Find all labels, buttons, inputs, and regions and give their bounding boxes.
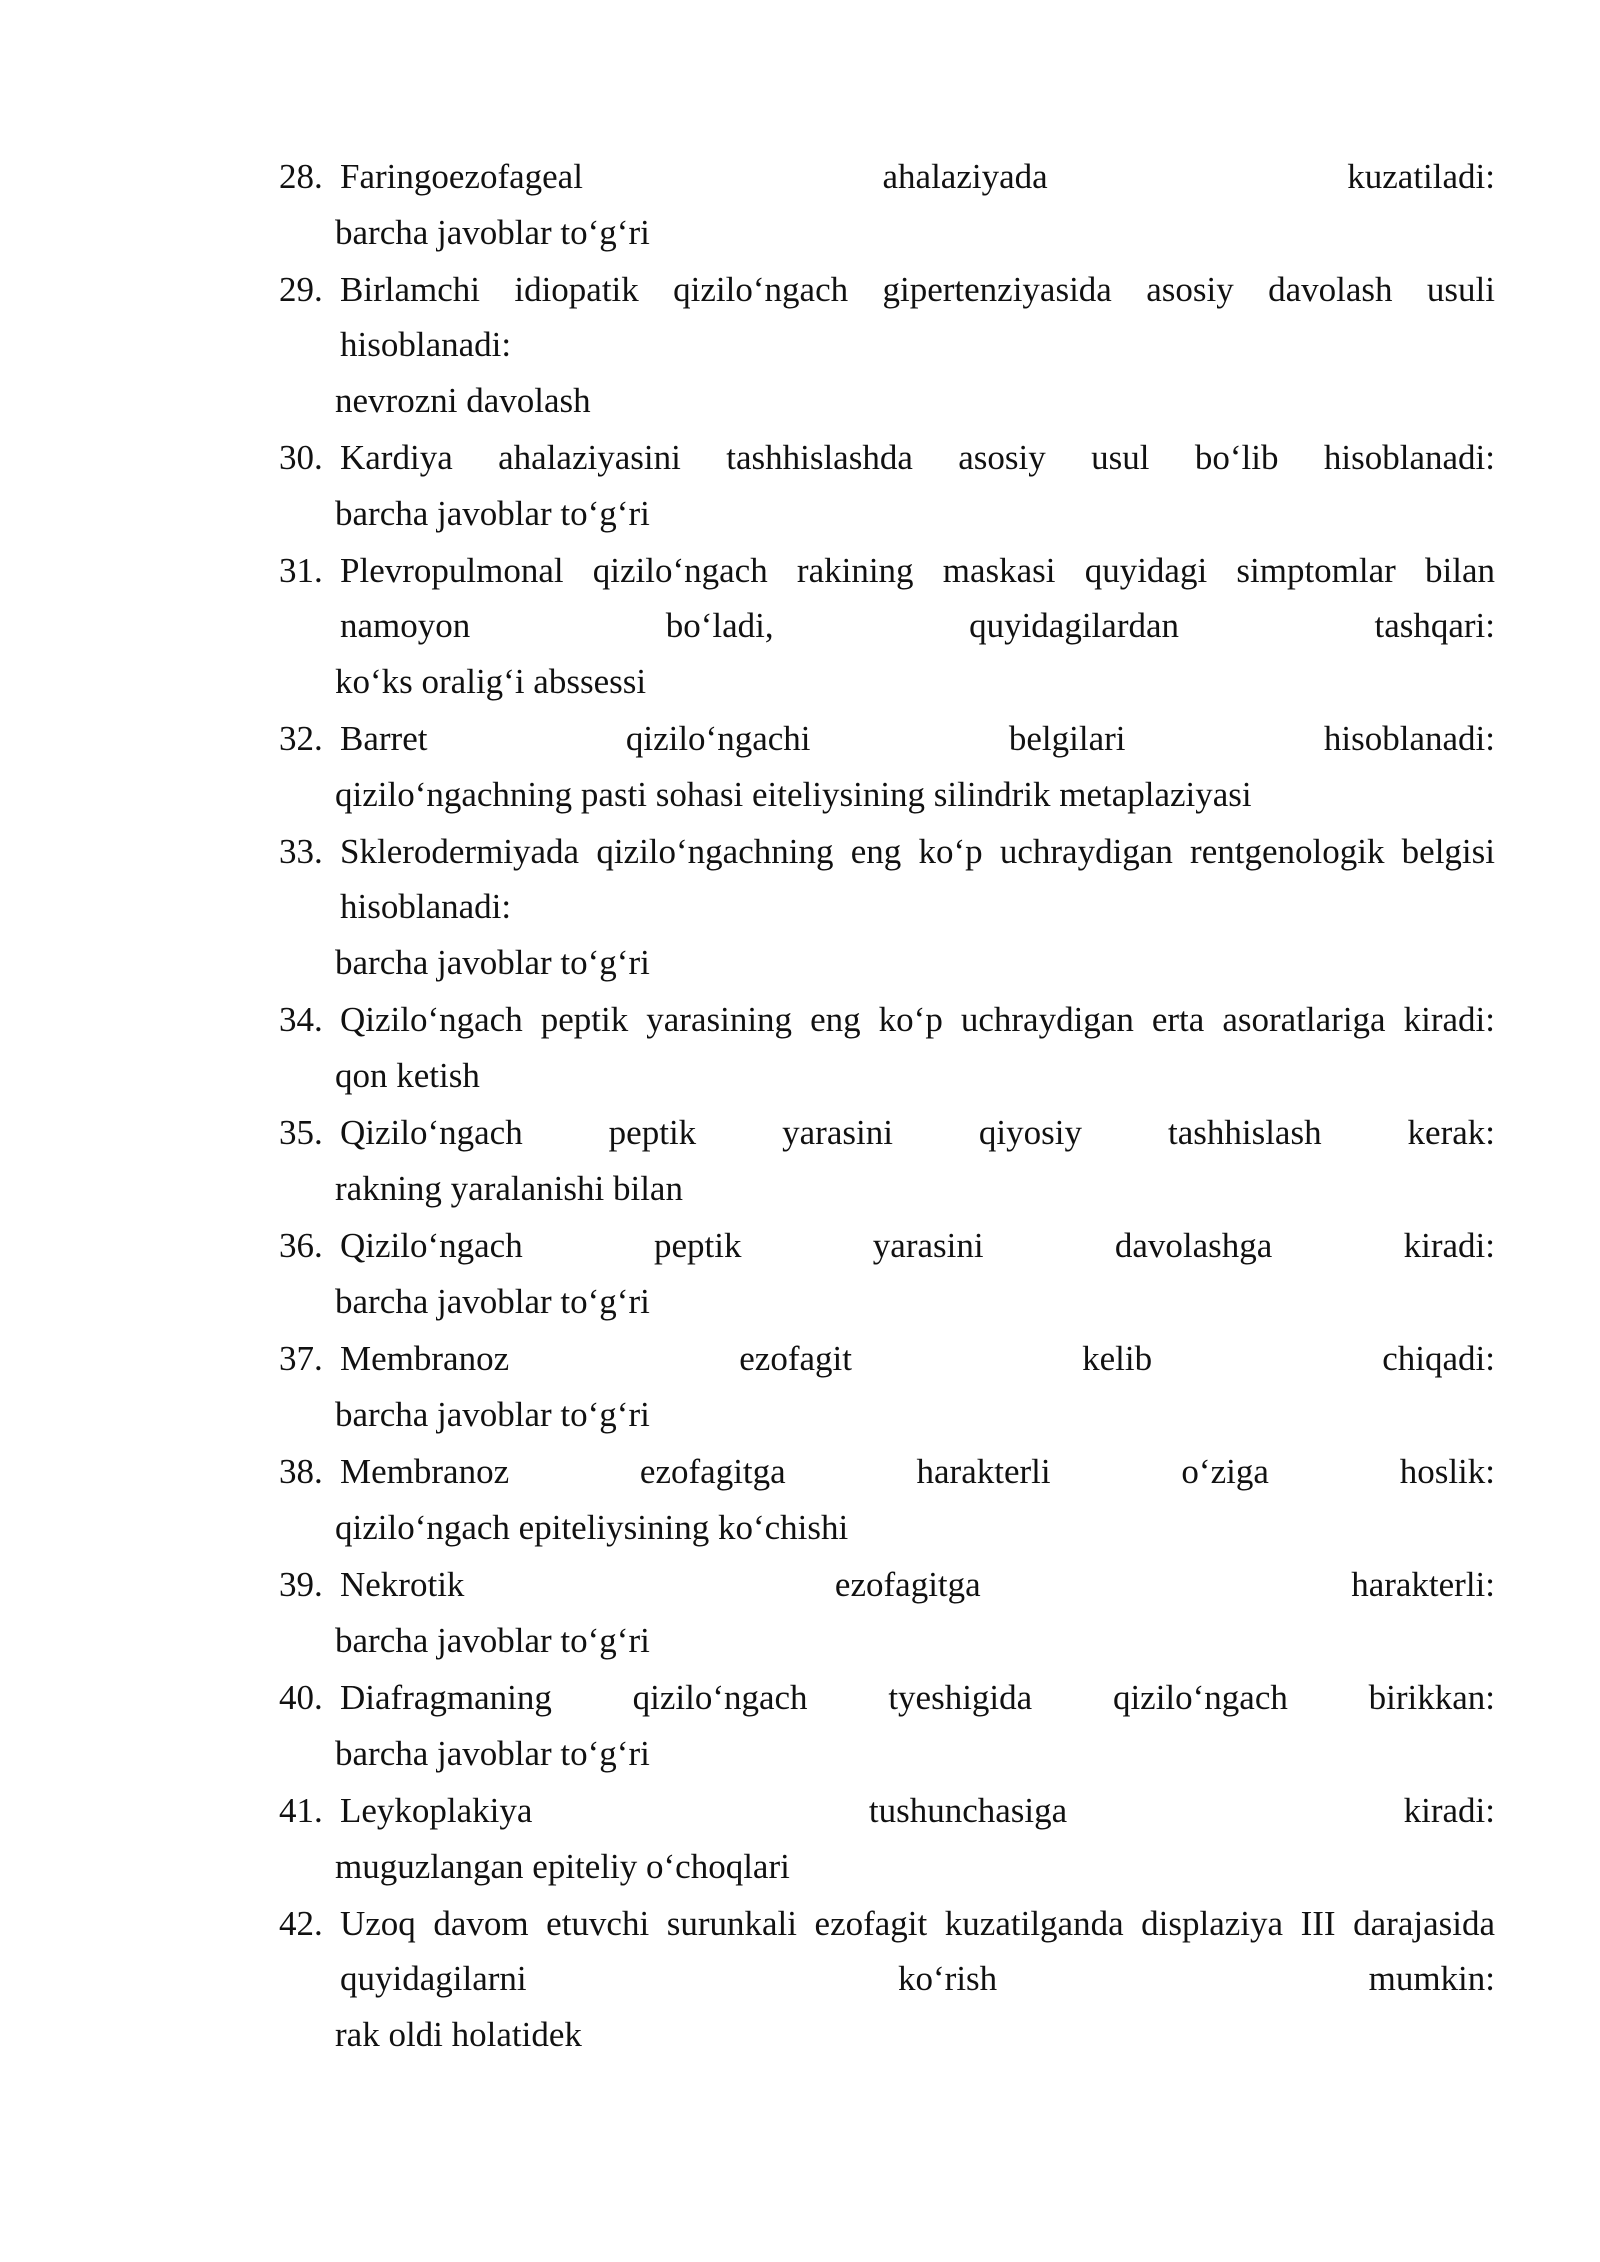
answer-line [279, 1048, 1495, 1105]
answer-text: qon ketish [335, 1056, 480, 1095]
answer-line [279, 373, 1495, 430]
answer-text: barcha javoblar to‘g‘ri [335, 213, 650, 252]
answer-line [279, 767, 1495, 824]
answer-text: rak oldi holatidek [335, 2015, 582, 2054]
question-number: 39. [279, 1565, 323, 1604]
question-number: 33. [279, 832, 323, 871]
answer-text: barcha javoblar to‘g‘ri [335, 494, 650, 533]
question-number: 28. [279, 157, 323, 196]
question-line [279, 149, 1495, 204]
question-text: Qizilo‘ngach peptik yarasini davolashga kiradi: [340, 1226, 1495, 1265]
question-line [279, 1896, 1495, 2006]
question-item [279, 1670, 1495, 1783]
answer-line [279, 654, 1495, 711]
answer-line [279, 205, 1495, 262]
question-line [279, 543, 1495, 653]
question-line [279, 1557, 1495, 1612]
answer-text: barcha javoblar to‘g‘ri [335, 1395, 650, 1434]
question-number: 34. [279, 1000, 323, 1039]
question-line [279, 992, 1495, 1047]
question-line [279, 1105, 1495, 1160]
answer-text: barcha javoblar to‘g‘ri [335, 1282, 650, 1321]
answer-line [279, 1726, 1495, 1783]
question-number: 36. [279, 1226, 323, 1265]
question-text: Sklerodermiyada qizilo‘ngachning eng ko‘p uchraydigan rentgenologik belgisi hisoblanadi: [340, 832, 1495, 926]
question-text: Qizilo‘ngach peptik yarasining eng ko‘p uchraydigan erta asoratlariga kiradi: [340, 1000, 1495, 1039]
question-number: 42. [279, 1904, 323, 1943]
question-number: 32. [279, 719, 323, 758]
answer-text: qizilo‘ngach epiteliysining ko‘chishi [335, 1508, 849, 1547]
question-number: 41. [279, 1791, 323, 1830]
question-line [279, 1331, 1495, 1386]
answer-text: nevrozni davolash [335, 381, 591, 420]
question-text: Kardiya ahalaziyasini tashhislashda asosiy usul bo‘lib hisoblanadi: [340, 438, 1495, 477]
question-text: Nekrotik ezofagitga harakterli: [340, 1565, 1495, 1604]
question-text: Birlamchi idiopatik qizilo‘ngach gipertenziyasida asosiy davolash usuli hisoblanadi: [340, 270, 1495, 364]
answer-text: barcha javoblar to‘g‘ri [335, 943, 650, 982]
answer-line [279, 1613, 1495, 1670]
answer-line [279, 935, 1495, 992]
question-number: 38. [279, 1452, 323, 1491]
question-number: 37. [279, 1339, 323, 1378]
answer-line [279, 2007, 1495, 2064]
question-line [279, 1783, 1495, 1838]
answer-text: ko‘ks oralig‘i abssessi [335, 662, 647, 701]
question-text: Uzoq davom etuvchi surunkali ezofagit kuzatilganda displaziya III darajasida quyidagilarni ko‘rish mumkin: [340, 1904, 1495, 1998]
question-item [279, 824, 1495, 992]
question-line [279, 824, 1495, 934]
question-item [279, 1331, 1495, 1444]
question-line [279, 262, 1495, 372]
question-text: Plevropulmonal qizilo‘ngach rakining maskasi quyidagi simptomlar bilan namoyon bo‘ladi, quyidagilardan tashqari: [340, 551, 1495, 645]
question-text: Faringoezofageal ahalaziyada kuzatiladi: [340, 157, 1495, 196]
question-line [279, 711, 1495, 766]
question-item [279, 1783, 1495, 1896]
question-item [279, 1444, 1495, 1557]
question-number: 35. [279, 1113, 323, 1152]
question-list [279, 149, 1495, 2064]
question-number: 30. [279, 438, 323, 477]
question-item [279, 711, 1495, 824]
answer-text: barcha javoblar to‘g‘ri [335, 1621, 650, 1660]
question-line [279, 1670, 1495, 1725]
question-text: Membranoz ezofagit kelib chiqadi: [340, 1339, 1495, 1378]
question-item [279, 1557, 1495, 1670]
question-item [279, 1105, 1495, 1218]
answer-line [279, 1839, 1495, 1896]
answer-line [279, 1387, 1495, 1444]
answer-line [279, 1500, 1495, 1557]
question-item [279, 262, 1495, 430]
question-number: 29. [279, 270, 323, 309]
question-line [279, 1444, 1495, 1499]
question-number: 40. [279, 1678, 323, 1717]
question-text: Leykoplakiya tushunchasiga kiradi: [340, 1791, 1495, 1830]
question-item [279, 543, 1495, 711]
question-item [279, 1218, 1495, 1331]
question-item [279, 430, 1495, 543]
question-text: Qizilo‘ngach peptik yarasini qiyosiy tashhislash kerak: [340, 1113, 1495, 1152]
question-line [279, 430, 1495, 485]
answer-line [279, 486, 1495, 543]
answer-text: qizilo‘ngachning pasti sohasi eiteliysining silindrik metaplaziyasi [335, 775, 1252, 814]
answer-line [279, 1274, 1495, 1331]
answer-line [279, 1161, 1495, 1218]
answer-text: rakning yaralanishi bilan [335, 1169, 683, 1208]
question-line [279, 1218, 1495, 1273]
question-item [279, 992, 1495, 1105]
question-item [279, 149, 1495, 262]
question-text: Diafragmaning qizilo‘ngach tyeshigida qizilo‘ngach birikkan: [340, 1678, 1495, 1717]
question-item [279, 1896, 1495, 2064]
answer-text: barcha javoblar to‘g‘ri [335, 1734, 650, 1773]
question-number: 31. [279, 551, 323, 590]
question-text: Barret qizilo‘ngachi belgilari hisoblanadi: [340, 719, 1495, 758]
answer-text: muguzlangan epiteliy o‘choqlari [335, 1847, 790, 1886]
question-text: Membranoz ezofagitga harakterli o‘ziga hoslik: [340, 1452, 1495, 1491]
